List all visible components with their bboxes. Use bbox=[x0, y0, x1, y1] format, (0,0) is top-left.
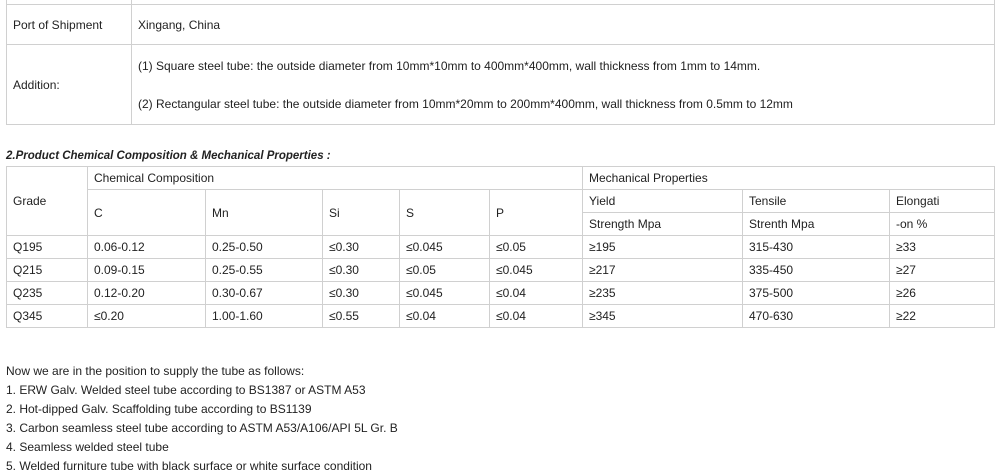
cell-c: ≤0.20 bbox=[88, 305, 206, 328]
cell-yield: ≥195 bbox=[583, 236, 743, 259]
cell-tensile: 375-500 bbox=[743, 282, 890, 305]
cell-si: ≤0.30 bbox=[323, 282, 400, 305]
cell-p: ≤0.045 bbox=[490, 259, 583, 282]
col-header-mn: Mn bbox=[206, 190, 323, 236]
list-item: 4. Seamless welded steel tube bbox=[6, 440, 169, 454]
cell-s: ≤0.05 bbox=[400, 259, 490, 282]
table-header-row bbox=[7, 167, 995, 190]
list-item: 1. ERW Galv. Welded steel tube according to BS1387 or ASTM A53 bbox=[6, 383, 366, 397]
cell-mn: 0.25-0.50 bbox=[206, 236, 323, 259]
cell-p: ≤0.05 bbox=[490, 236, 583, 259]
cell-elong: ≥27 bbox=[890, 259, 995, 282]
chem-header: Chemical Composition bbox=[88, 167, 583, 190]
port-value: Xingang, China bbox=[132, 5, 995, 45]
cell-si: ≤0.30 bbox=[323, 259, 400, 282]
cell-c: 0.06-0.12 bbox=[88, 236, 206, 259]
cell-p: ≤0.04 bbox=[490, 282, 583, 305]
cell-p: ≤0.04 bbox=[490, 305, 583, 328]
supply-notes bbox=[6, 362, 398, 476]
cell-s: ≤0.04 bbox=[400, 305, 490, 328]
cell-tensile: 335-450 bbox=[743, 259, 890, 282]
cell-grade: Q345 bbox=[7, 305, 88, 328]
cell-s: ≤0.045 bbox=[400, 236, 490, 259]
cell-elong: ≥22 bbox=[890, 305, 995, 328]
addition-line-2: (2) Rectangular steel tube: the outside diameter from 10mm*20mm to 200mm*400mm, wall thickness from 0.5mm to 12mm bbox=[138, 96, 793, 111]
cell-yield: ≥345 bbox=[583, 305, 743, 328]
mech-header: Mechanical Properties bbox=[583, 167, 995, 190]
cell-si: ≤0.30 bbox=[323, 236, 400, 259]
cell-yield: ≥235 bbox=[583, 282, 743, 305]
list-item: 3. Carbon seamless steel tube according to ASTM A53/A106/API 5L Gr. B bbox=[6, 421, 398, 435]
composition-properties-table bbox=[6, 166, 995, 328]
list-item: 2. Hot-dipped Galv. Scaffolding tube according to BS1139 bbox=[6, 402, 312, 416]
cell-tensile: 470-630 bbox=[743, 305, 890, 328]
col-header-s: S bbox=[400, 190, 490, 236]
cell-yield: ≥217 bbox=[583, 259, 743, 282]
cell-grade: Q215 bbox=[7, 259, 88, 282]
list-item: 5. Welded furniture tube with black surface or white surface condition bbox=[6, 459, 372, 473]
table-row bbox=[7, 282, 995, 305]
cell-elong: ≥33 bbox=[890, 236, 995, 259]
col-subheader-yield: Strength Mpa bbox=[583, 213, 743, 236]
col-header-c: C bbox=[88, 190, 206, 236]
notes-intro: Now we are in the position to supply the tube as follows: bbox=[6, 364, 305, 378]
cell-tensile: 315-430 bbox=[743, 236, 890, 259]
cell-grade: Q195 bbox=[7, 236, 88, 259]
col-header-tensile: Tensile bbox=[743, 190, 890, 213]
table-row bbox=[7, 236, 995, 259]
col-header-elong: Elongati bbox=[890, 190, 995, 213]
col-header-si: Si bbox=[323, 190, 400, 236]
table-header-row bbox=[7, 190, 995, 213]
table-row bbox=[7, 305, 995, 328]
table-row bbox=[7, 45, 995, 125]
col-header-yield: Yield bbox=[583, 190, 743, 213]
cell-c: 0.12-0.20 bbox=[88, 282, 206, 305]
col-subheader-tensile: Strenth Mpa bbox=[743, 213, 890, 236]
port-label: Port of Shipment bbox=[7, 5, 132, 45]
grade-header: Grade bbox=[7, 167, 88, 236]
cell-s: ≤0.045 bbox=[400, 282, 490, 305]
cell-elong: ≥26 bbox=[890, 282, 995, 305]
cell-c: 0.09-0.15 bbox=[88, 259, 206, 282]
shipment-info-table bbox=[6, 0, 995, 125]
cell-si: ≤0.55 bbox=[323, 305, 400, 328]
cell-mn: 0.25-0.55 bbox=[206, 259, 323, 282]
col-header-p: P bbox=[490, 190, 583, 236]
table-row bbox=[7, 5, 995, 45]
addition-label: Addition: bbox=[7, 45, 132, 125]
table-row bbox=[7, 259, 995, 282]
cell-mn: 1.00-1.60 bbox=[206, 305, 323, 328]
addition-value bbox=[132, 45, 995, 125]
cell-mn: 0.30-0.67 bbox=[206, 282, 323, 305]
addition-line-1: (1) Square steel tube: the outside diameter from 10mm*10mm to 400mm*400mm, wall thickness from 1mm to 14mm. bbox=[138, 58, 761, 73]
cell-grade: Q235 bbox=[7, 282, 88, 305]
section-heading: 2.Product Chemical Composition & Mechanical Properties : bbox=[6, 150, 331, 162]
col-subheader-elong: -on % bbox=[890, 213, 995, 236]
